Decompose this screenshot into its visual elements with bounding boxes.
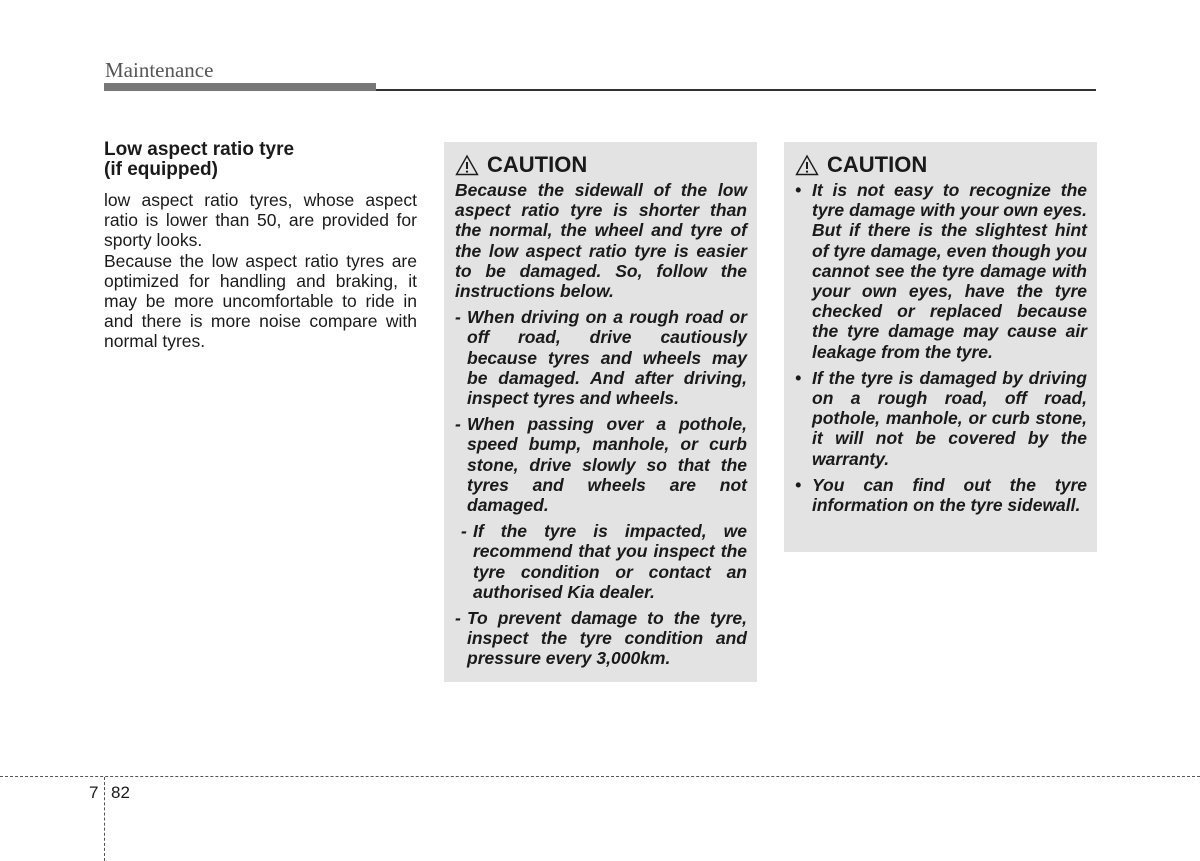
section-heading-line2: (if equipped): [104, 159, 218, 180]
page-header-title: Maintenance: [105, 58, 214, 82]
caution-bullet-item: [795, 368, 1087, 469]
caution-bullet-item: [795, 180, 1087, 362]
dash-marker: -: [455, 414, 461, 435]
footer-dashed-rule: [0, 776, 1200, 777]
caution-item: [455, 414, 747, 515]
bullet-marker: •: [795, 180, 802, 200]
caution-item: [455, 307, 747, 408]
caution-item: [455, 521, 747, 602]
section-low-aspect-ratio-tyre: [104, 140, 417, 352]
caution-item-text: You can find out the tyre information on the tyre sidewall.: [812, 474, 1087, 516]
caution-box-1: [444, 142, 757, 682]
header-rule-thick: [104, 83, 376, 91]
footer-dashed-divider: [104, 777, 105, 861]
section-heading-line1: Low aspect ratio tyre: [104, 139, 295, 160]
header-rule-thin: [376, 89, 1096, 91]
caution-title-2: [795, 152, 1087, 178]
caution-item-text: To prevent damage to the tyre, inspect the tyre condition and pressure every 3,000km.: [467, 608, 747, 669]
caution-item-text: It is not easy to recognize the tyre damage with your own eyes. But if there is the slightest hint of tyre damage, even though you cannot see the tyre damage with your own eyes, have the tyre checked or replaced because the tyre damage may cause air leakage from the tyre.: [812, 180, 1087, 362]
dash-marker: -: [455, 307, 461, 328]
warning-triangle-icon: [795, 154, 819, 176]
caution-bullet-item: [795, 475, 1087, 515]
caution-title-text-1: CAUTION: [487, 152, 588, 177]
caution-intro-1: Because the sidewall of the low aspect ratio tyre is shorter than the normal, the wheel and tyre of the low aspect ratio tyre is easier to be damaged. So, follow the instructions below.: [455, 180, 747, 302]
bullet-marker: •: [795, 474, 802, 495]
caution-item-text: When driving on a rough road or off road, drive cautiously because tyres and wheels may be damaged. And after driving, inspect tyres and wheels.: [467, 307, 747, 409]
dash-marker: -: [455, 608, 461, 629]
caution-item-text: When passing over a pothole, speed bump, manhole, or curb stone, drive slowly so that the tyres and wheels are not damaged.: [467, 414, 747, 516]
caution-title-1: [455, 152, 747, 178]
section-paragraph-1: low aspect ratio tyres, whose aspect ratio is lower than 50, are provided for sporty looks.: [104, 190, 417, 251]
page-number: 82: [111, 783, 130, 802]
section-paragraph-2: Because the low aspect ratio tyres are optimized for handling and braking, it may be more uncomfortable to ride in and there is more noise compare with normal tyres.: [104, 250, 417, 352]
bullet-marker: •: [795, 367, 802, 388]
section-heading: [104, 140, 417, 180]
caution-box-2: [784, 142, 1097, 552]
caution-item: [455, 608, 747, 669]
chapter-number: 7: [89, 783, 99, 802]
caution-item-text: If the tyre is damaged by driving on a rough road, off road, pothole, manhole, or curb stone, it will not be covered by the warranty.: [812, 367, 1087, 469]
warning-triangle-icon: [455, 154, 479, 176]
dash-marker: -: [461, 521, 467, 542]
caution-item-text: If the tyre is impacted, we recommend that you inspect the tyre condition or contact an authorised Kia dealer.: [473, 521, 747, 602]
caution-title-text-2: CAUTION: [827, 152, 928, 177]
